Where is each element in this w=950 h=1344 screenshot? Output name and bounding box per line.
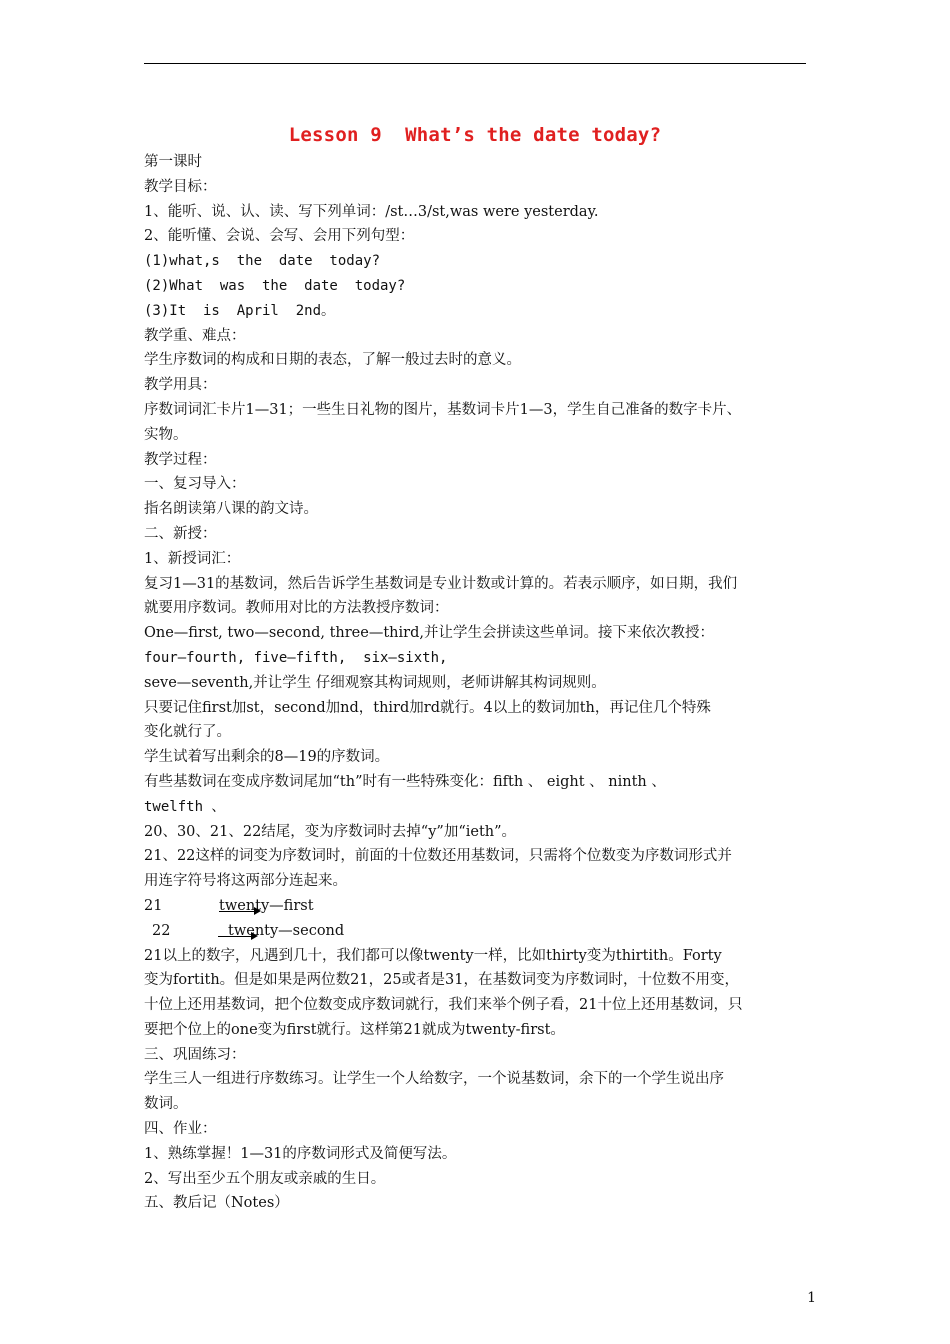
text-line: 一、复习导入： [144,476,246,493]
text-line: 1、熟练掌握！1—31的序数词形式及简便写法。 [144,1145,457,1162]
text-line: 20、30、21、22结尾，变为序数词时去掉“y”加“ieth”。 [144,823,517,840]
text-line: 用连字符号将这两部分连起来。 [144,873,347,890]
text-line: 1、新授词汇： [144,550,241,567]
text-line: 实物。 [144,426,188,443]
text-line: 第一课时 [144,154,202,170]
text-line: 1、能听、说、认、读、写下列单词：/st…3/st,was were yesterday. [144,203,599,220]
ordinal-example [144,919,808,944]
right-arrow-icon [218,936,256,937]
text-line: 变化就行了。 [144,724,231,741]
text-line: 三、巩固练习： [144,1046,246,1063]
lesson-title: Lesson 9 What’s the date today? [288,124,662,146]
header-rule [144,63,806,64]
text-line: 变为fortith。但是如果是两位数21，25或者是31，在基数词变为序数词时，十位数不用变， [144,972,740,989]
text-line: 序数词词汇卡片1—31；一些生日礼物的图片，基数词卡片1—3，学生自己准备的数字卡片、 [144,401,742,418]
text-line: 2、写出至少五个朋友或亲戚的生日。 [144,1170,386,1187]
text-line: 学生试着写出剩余的8—19的序数词。 [144,749,390,766]
text-line: (2)What was the date today? [144,277,406,294]
text-line: four—fourth, five—fifth, six—sixth, [144,649,448,666]
text-line: 教学重、难点： [144,327,246,344]
text-line: (1)what,s the date today? [144,253,381,270]
text-line: 教学过程： [144,451,217,468]
text-line: 二、新授： [144,525,217,542]
text-line: 21以上的数字，凡遇到几十，我们都可以像twenty一样，比如thirty变为thirtith。Forty [144,947,722,964]
example-number: 22 [152,922,171,939]
example-word: twenty—first [219,897,314,914]
text-line: 指名朗读第八课的韵文诗。 [144,501,318,518]
text-line: 五、教后记（Notes） [144,1195,289,1212]
text-line: twelfth 、 [144,798,226,815]
text-line: 复习1—31的基数词，然后告诉学生基数词是专业计数或计算的。若表示顺序，如日期，我们 [144,575,738,592]
text-line: 数词。 [144,1096,188,1113]
text-line: 21、22这样的词变为序数词时，前面的十位数还用基数词，只需将个位数变为序数词形式并 [144,848,732,865]
ordinal-example [144,894,808,919]
right-arrow-icon [219,911,259,912]
example-number: 21 [144,897,163,914]
text-line: seve—seventh,并让学生 仔细观察其构词规则，老师讲解其构词规则。 [144,674,606,691]
text-line: 学生序数词的构成和日期的表态，了解一般过去时的意义。 [144,352,521,369]
text-line: (3)It is April 2nd。 [144,302,336,319]
page-number: 1 [807,1290,816,1306]
text-line: 十位上还用基数词，把个位数变成序数词就行，我们来举个例子看，21十位上还用基数词，只 [144,997,743,1014]
text-line: 只要记住first加st，second加nd，third加rd就行。4以上的数词加th，再记住几个特殊 [144,699,711,716]
example-word: twenty—second [228,922,345,939]
text-line: 四、作业： [144,1121,217,1138]
text-line: 教学用具： [144,377,217,394]
text-line: 就要用序数词。教师用对比的方法教授序数词： [144,600,449,617]
text-line: 学生三人一组进行序数练习。让学生一个人给数字，一个说基数词，余下的一个学生说出序 [144,1071,724,1088]
text-line: 教学目标： [144,178,217,195]
text-line: One—first, two—second, three—third,并让学生会拼读这些单词。接下来依次教授： [144,625,714,642]
document-body [144,150,808,1216]
text-line: 要把个位上的one变为first就行。这样第21就成为twenty-first。 [144,1021,565,1038]
text-line: 2、能听懂、会说、会写、会用下列句型： [144,228,415,245]
text-line: 有些基数词在变成序数词尾加“th”时有一些特殊变化：fifth 、 eight 、 ninth 、 [144,773,666,790]
